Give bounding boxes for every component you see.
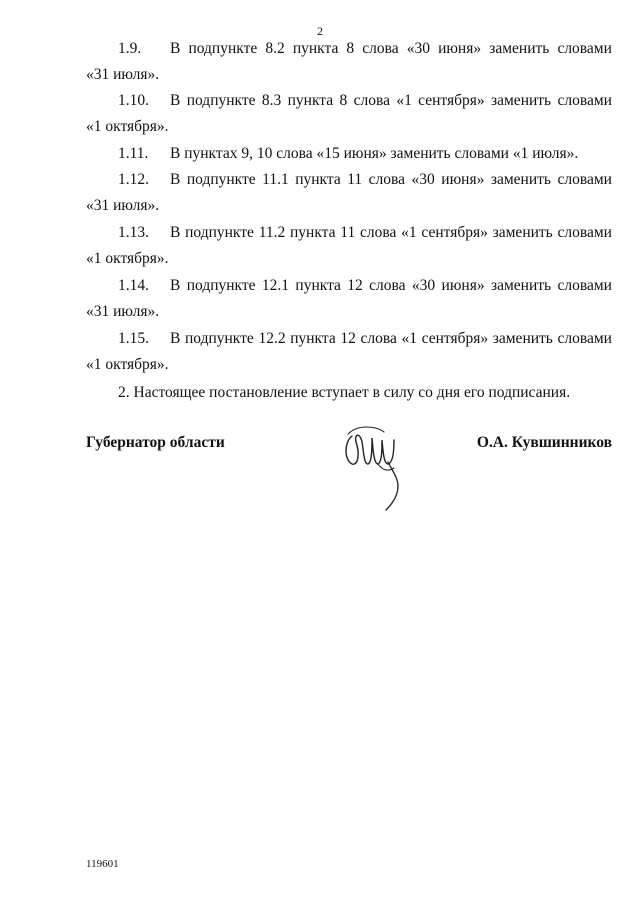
item-words: В подпункте 12.1 пункта 12 слова «30 июня» заменить словами <box>170 277 612 294</box>
signatory-name: О.А. Кувшинников <box>476 434 612 451</box>
item-words: В подпункте 11.2 пункта 11 слова «1 сентября» заменить словами <box>170 224 612 241</box>
item-number: 1.13. <box>118 224 149 241</box>
item-continuation: «31 июля». <box>86 66 160 83</box>
item-text: В пунктах 9, 10 слова «15 июня» заменить словами «1 июля». <box>170 145 579 162</box>
page-number: 2 <box>317 24 323 38</box>
item-continuation: «1 октября». <box>86 250 169 267</box>
item-first-line <box>86 220 612 246</box>
item-number: 1.12. <box>118 171 149 188</box>
item-continuation: «31 июля». <box>86 303 160 320</box>
item-number: 1.10. <box>118 92 149 109</box>
item-number: 1.9. <box>118 40 142 57</box>
paragraph-2: 2. Настоящее постановление вступает в силу со дня его подписания. <box>118 384 571 401</box>
item-words: В подпункте 8.3 пункта 8 слова «1 сентября» заменить словами <box>170 92 612 109</box>
item-number: 1.11. <box>118 145 149 162</box>
item-first-line <box>86 36 612 62</box>
item-1-12 <box>86 167 612 219</box>
item-words: В подпункте 12.2 пункта 12 слова «1 сентября» заменить словами <box>170 330 612 347</box>
item-1-15 <box>86 326 612 378</box>
item-1-14 <box>86 273 612 325</box>
handwritten-signature <box>338 420 408 512</box>
item-1-13 <box>86 220 612 272</box>
signatory-title: Губернатор области <box>86 434 225 451</box>
document-code: 119601 <box>86 858 119 870</box>
item-number: 1.15. <box>118 330 149 347</box>
item-words: В подпункте 11.1 пункта 11 слова «30 июня» заменить словами <box>170 171 612 188</box>
item-first-line <box>86 273 612 299</box>
item-first-line <box>86 326 612 352</box>
item-1-9 <box>86 36 612 88</box>
item-number: 1.14. <box>118 277 149 294</box>
item-first-line <box>86 167 612 193</box>
item-1-11 <box>118 141 578 167</box>
item-continuation: «1 октября». <box>86 356 169 373</box>
item-words: В подпункте 8.2 пункта 8 слова «30 июня» заменить словами <box>170 40 612 57</box>
item-continuation: «31 июля». <box>86 197 160 214</box>
item-first-line <box>86 88 612 114</box>
item-continuation: «1 октября». <box>86 118 169 135</box>
item-1-10 <box>86 88 612 140</box>
